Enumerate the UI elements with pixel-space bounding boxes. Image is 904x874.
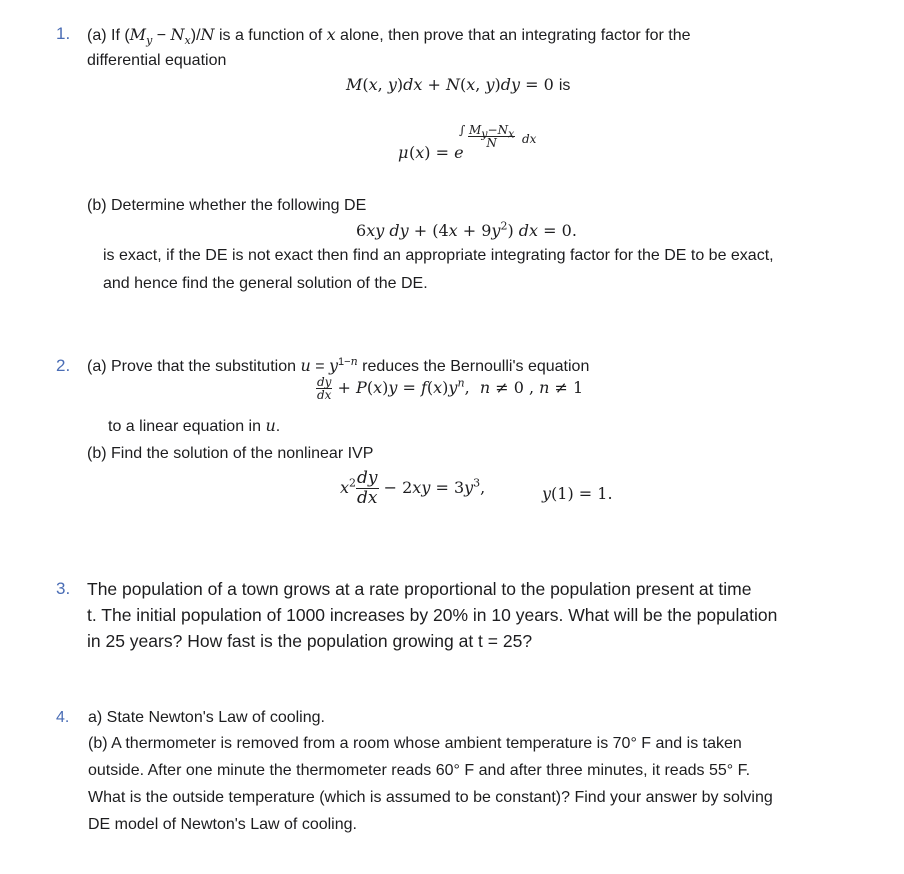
q4-line4: What is the outside temperature (which is assumed to be constant)? Find your answer by solving: [88, 789, 773, 806]
question-3-number: 3.: [56, 579, 71, 598]
question-4-number: 4.: [56, 709, 70, 726]
q1b-line2: and hence find the general solution of the DE.: [103, 275, 428, 292]
q2b-intro: (b) Find the solution of the nonlinear IVP: [87, 445, 374, 462]
q1a-line2: differential equation: [87, 52, 227, 69]
q4-line2: (b) A thermometer is removed from a room whose ambient temperature is 70° F and is taken: [88, 735, 742, 752]
q3-line1: The population of a town grows at a rate proportional to the population present at time: [87, 579, 752, 599]
q1b-intro: (b) Determine whether the following DE: [87, 197, 367, 214]
q3-line3: in 25 years? How fast is the population growing at t = 25?: [87, 631, 533, 651]
question-1-number: 1.: [56, 24, 71, 43]
q1a-equation: M(x, y)dx + N(x, y)dy = 0 is: [346, 75, 571, 94]
q2a-equation: $\frac{dy}{dx}$ + $P(x)y = f(x)y^n$, n ≠ 0 , n ≠ 1: [317, 375, 584, 402]
q1a-line1: (a) If $(M_y - N_x)/N$ is a function of x alone, then prove that an integrating factor for the: [87, 25, 691, 48]
q4-line1: a) State Newton's Law of cooling.: [88, 709, 325, 726]
q3-line2: t. The initial population of 1000 increases by 20% in 10 years. What will be the population: [87, 605, 778, 625]
q4-line5: DE model of Newton's Law of cooling.: [88, 816, 357, 833]
q2a-line1: (a) Prove that the substitution $u = y^{1-n}$ reduces the Bernoulli's equation: [87, 354, 590, 375]
q2b-initial-condition: y(1) = 1.: [542, 484, 613, 503]
q1b-equation: 6xy dy + $(4x + 9y^2)$ dx = 0.: [356, 219, 577, 240]
q4-line3: outside. After one minute the thermometer reads 60° F and after three minutes, it reads 55° F.: [88, 762, 751, 779]
q2b-equation: $x^2$ $\frac{dy}{dx}$ − $2xy = 3y^3$,: [340, 468, 486, 508]
q1b-line1: is exact, if the DE is not exact then find an appropriate integrating factor for the DE to be exact,: [103, 247, 774, 264]
question-2-number: 2.: [56, 356, 71, 375]
q2a-line2: to a linear equation in u.: [108, 416, 281, 435]
